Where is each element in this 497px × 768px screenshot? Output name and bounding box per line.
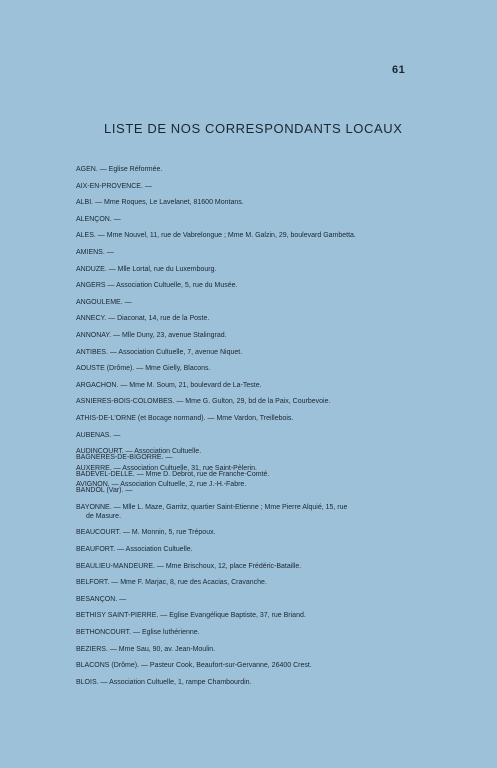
list-item-line: BAYONNE. — Mlle L. Maze, Garritz, quartier Saint-Etienne ; Mme Pierre Alquié, 15, rue <box>76 503 348 511</box>
list-item: BESANÇON. — <box>76 595 127 603</box>
list-item: BLACONS (Drôme). — Pasteur Cook, Beaufort-sur-Gervanne, 26400 Crest. <box>76 662 312 670</box>
list-item: ANDUZE. — Mlle Lortal, rue du Luxembourg. <box>76 265 217 273</box>
list-item: BLOIS. — Association Cultuelle, 1, rampe Chambourdin. <box>76 678 252 686</box>
list-item: ALENÇON. — <box>76 215 121 223</box>
list-item: BEZIERS. — Mme Sau, 90, av. Jean-Moulin. <box>76 645 216 653</box>
list-item: AUDINCOURT. — Association Cultuelle. <box>76 448 202 456</box>
list-item: ATHIS-DE-L'ORNE (et Bocage normand). — Mme Vardon, Treillebois. <box>76 414 294 422</box>
correspondents-list-b <box>76 453 421 694</box>
list-item: BAGNERES-DE-BIGORRE. — <box>76 454 173 461</box>
list-item: AUBENAS. — <box>76 431 121 439</box>
list-item: BADEVEL-DELLE. — Mme D. Debrot, rue de Franche-Comté. <box>76 470 270 478</box>
page-title: LISTE DE NOS CORRESPONDANTS LOCAUX <box>104 121 403 136</box>
list-item: ANNECY. — Diaconat, 14, rue de la Poste. <box>76 315 210 323</box>
list-item: BETHONCOURT. — Eglise luthérienne. <box>76 628 200 636</box>
list-item: ALES. — Mme Nouvel, 11, rue de Vabrelongue ; Mme M. Galzin, 29, boulevard Gambetta. <box>76 232 356 240</box>
list-item: ANGERS — Association Cultuelle, 5, rue du Musée. <box>76 282 238 290</box>
correspondents-list-a <box>76 165 421 497</box>
list-item: AOUSTE (Drôme). — Mme Gielly, Blacons. <box>76 365 211 373</box>
list-item: ANGOULEME. — <box>76 298 132 306</box>
list-item: BEAUCOURT. — M. Monnin, 5, rue Trépoux. <box>76 529 216 537</box>
list-item: ANNONAY. — Mlle Duny, 23, avenue Stalingrad. <box>76 331 227 339</box>
list-item: AGEN. — Eglise Réformée. <box>76 166 163 173</box>
list-item: BELFORT. — Mme F. Marjac, 8, rue des Acacias, Cravanche. <box>76 579 267 587</box>
list-item: BETHISY SAINT-PIERRE. — Eglise Evangélique Baptiste, 37, rue Briand. <box>76 612 306 620</box>
list-item: BEAULIEU-MANDEURE. — Mme Brischoux, 12, place Frédéric-Bataille. <box>76 562 302 570</box>
list-item: AIX-EN-PROVENCE. — <box>76 182 152 190</box>
page-number: 61 <box>392 64 406 76</box>
list-item: BANDOL (Var). — <box>76 487 133 495</box>
list-item: AVIGNON. — Association Cultuelle, 2, rue J.-H.-Fabre. <box>76 481 247 489</box>
list-item: ALBI. — Mme Roques, Le Lavelanet, 81600 Montans. <box>76 199 244 207</box>
list-item: AUXERRE. — Association Cultuelle, 31, rue Saint-Pèlerin. <box>76 464 257 472</box>
list-item: ANTIBES. — Association Cultuelle, 7, avenue Niquet. <box>76 348 243 356</box>
list-item: AMIENS. — <box>76 248 114 256</box>
list-item: ARGACHON. — Mme M. Soum, 21, boulevard de La-Teste. <box>76 381 262 389</box>
list-item-continuation: de Masure. <box>86 512 122 520</box>
list-item: BEAUFORT. — Association Cultuelle. <box>76 545 193 553</box>
list-item <box>76 503 421 521</box>
list-item: ASNIERES-BOIS-COLOMBES. — Mme G. Gulton, 29, bd de la Paix, Courbevoie. <box>76 398 331 406</box>
